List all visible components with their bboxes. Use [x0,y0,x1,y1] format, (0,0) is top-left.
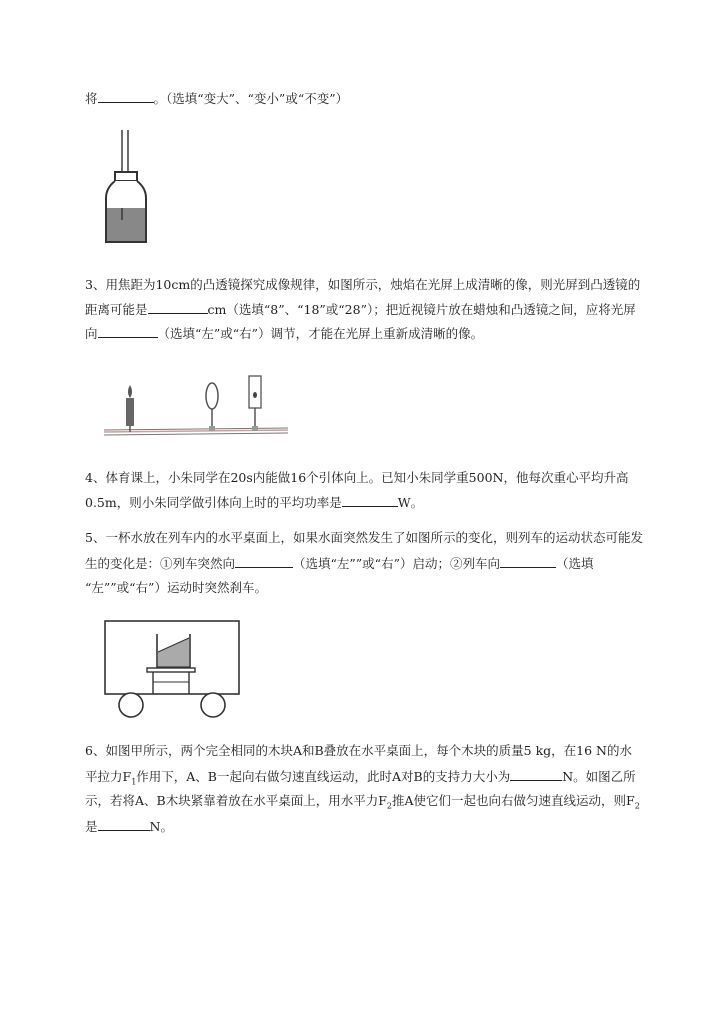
q3-line-1: 3、用焦距为10cm的凸透镜探究成像规律，如图所示，烛焰在光屏上成清晰的像，则光屏到凸透镜的 [85,277,641,292]
q3-line-2: 距离可能是 cm（选填“8”、“18”或“28”）；把近视镜片放在蜡烛和凸透镜之间，应将光屏 [85,302,636,317]
q5-line-2: 生的变化是：①列车突然向 （选填“左””或“右”）启动；②列车向 （选填 [85,556,594,571]
answer-blank[interactable] [510,768,562,781]
lens-icon [206,383,218,409]
optical-bench-figure [102,360,292,440]
q6-line-4: 是 N。 [85,819,173,834]
q6-line-3: 示，若将A、B木块紧靠着放在水平桌面上，用水平力$F_2$推A使它们一起也向右做匀速直线运动，则$F_2$ [85,793,640,811]
q6-line-1: 6、如图甲所示，两个完全相同的木块A和B叠放在水平桌面上，每个木块的质量5 kg，在16 N的水 [85,743,632,758]
q3-line-3: 向 （选填“左”或“右”）调节，才能在光屏上重新成清晰的像。 [85,326,484,341]
wheel-icon [119,693,143,717]
answer-blank[interactable] [235,555,293,568]
q6-line-2: 平拉力$F_1$作用下，A、B一起向右做匀速直线运动，此时A对B的支持力大小为 N。如图乙所 [85,769,636,787]
q5-line-1: 5、一杯水放在列车内的水平桌面上，如果水面突然发生了如图所示的变化，则列车的运动状态可能发 [85,530,643,545]
q4-line-1: 4、体育课上，小朱同学在20s内能做16个引体向上。已知小朱同学重500N，他每次重心平均升高 [85,470,629,485]
answer-blank[interactable] [98,325,158,338]
answer-blank[interactable] [98,90,154,103]
train-figure [103,618,243,722]
answer-blank[interactable] [98,818,150,831]
q5-line-3: “左””或“右”）运动时突然刹车。 [85,580,267,595]
candle-flame-icon [128,385,132,398]
table-icon [147,668,195,672]
answer-blank[interactable] [148,301,208,314]
answer-blank[interactable] [342,494,398,507]
candle-icon [126,398,134,426]
answer-blank[interactable] [500,555,556,568]
prev-line-1: 将 。（选填“变大”、“变小”或“不变”） [85,91,349,106]
q4-line-2: 0.5m，则小朱同学做引体向上时的平均功率是 W。 [85,495,424,510]
bottle-figure [100,128,152,246]
wheel-icon [201,693,225,717]
